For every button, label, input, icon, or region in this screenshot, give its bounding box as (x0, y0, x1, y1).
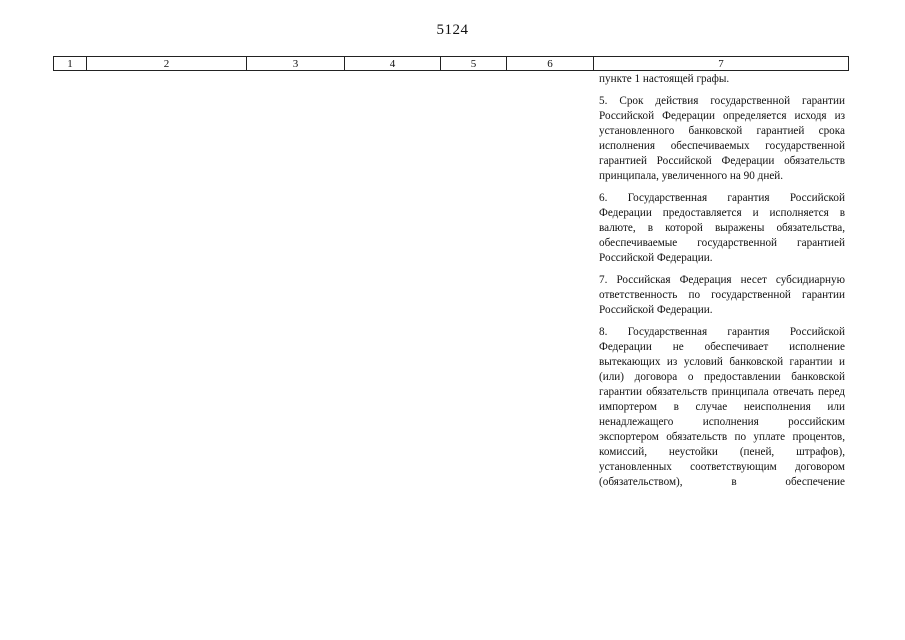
column-number-2: 2 (87, 57, 247, 71)
column-number-header (53, 56, 849, 71)
paragraph-7: 7. Российская Федерация несет субсидиарную ответственность по государственной гарантии Российской Федерации. (599, 274, 845, 316)
column-number-1: 1 (54, 57, 87, 71)
paragraph-continuation: пункте 1 настоящей графы. (599, 73, 730, 85)
column-number-4: 4 (345, 57, 441, 71)
paragraph-8: 8. Государственная гарантия Российской Федерации не обеспечивает исполнение вытекающих из условий банковской гарантии и (или) договора о предоставлении банковской гарантии обязательств принципала отвечать перед импортером в случае неисполнения или ненадлежащего исполнения российским экспортером обязательств по уплате процентов, комиссий, неустойки (пеней, штрафов), установленных соответствующим договором (обязательством), в обеспечение (599, 326, 845, 488)
column-number-5: 5 (441, 57, 507, 71)
page-number: 5124 (436, 22, 469, 38)
paragraph-6: 6. Государственная гарантия Российской Федерации предоставляется и исполняется в валюте, в которой выражены обязательства, обеспечиваемые государственной гарантией Российской Федерации. (599, 192, 845, 264)
column-7-text (599, 72, 845, 497)
header-row (54, 57, 849, 71)
column-number-3: 3 (247, 57, 345, 71)
column-number-6: 6 (507, 57, 594, 71)
column-number-7: 7 (594, 57, 849, 71)
paragraph-5: 5. Срок действия государственной гарантии Российской Федерации определяется исходя из установленного банковской гарантией срока исполнения обеспечиваемых государственной гарантией Российской Федерации обязательств принципала, увеличенного на 90 дней. (599, 95, 845, 182)
